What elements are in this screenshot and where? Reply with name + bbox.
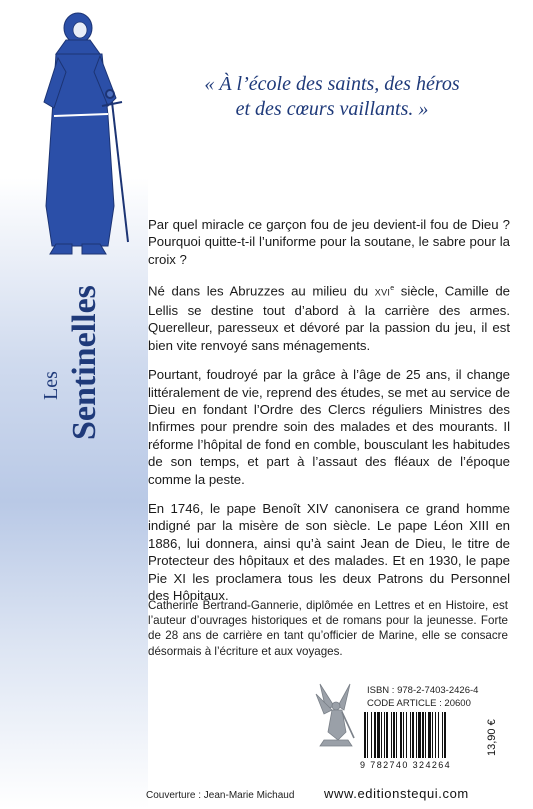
isbn-text: ISBN : 978-2-7403-2426-4 (367, 685, 479, 696)
barcode-digits: 9 782740 324264 (360, 760, 452, 770)
author-bio: Catherine Bertrand-Gannerie, diplômée en Lettres et en Histoire, est l’auteur d’ouvrages historiques et de romans pour la jeunesse. Forte de 28 ans de carrière en tant qu’officier de Marine, elle se consacre désormais à l’écriture et aux voyages. (148, 599, 508, 658)
cover-credit: Couverture : Jean-Marie Michaud (146, 790, 295, 801)
blurb-paragraph-4: En 1746, le pape Benoît XIV canonisera ce grand homme indigné par la misère de son siècle. Le pape Léon XIII en 1886, lui donnera, ainsi qu’à saint Jean de Dieu, le titre de Protecteur des hôpitaux et des malades. Et en 1930, le pape Pie XI les proclamera tous les deux Patrons du Personnel des Hôpitaux. (148, 501, 510, 604)
barcode (362, 712, 478, 758)
code-article-text: CODE ARTICLE : 20600 (367, 698, 471, 709)
epigraph-quote (152, 72, 512, 122)
quote-line-1: « À l’école des saints, des héros (204, 73, 460, 95)
archangel-logo-icon (312, 680, 358, 748)
century-superscript: e (390, 285, 395, 293)
century-numeral: XVI (374, 287, 391, 298)
knight-silhouette-icon (22, 6, 134, 256)
paragraph-2-start: Né dans les Abruzzes au milieu du (148, 283, 375, 299)
isbn-block (367, 684, 478, 710)
quote-line-2: et des cœurs vaillants. » (235, 98, 429, 120)
price: 13,90 € (486, 719, 498, 756)
publisher-website: www.editionstequi.com (324, 786, 469, 801)
series-label-small: Les (40, 371, 62, 400)
paragraph-2-end: siècle, Camille de Lellis se destine tout d’abord à la carrière des armes. Querelleur, paresseux et dévoré par la passion du jeu, il est bien vite renvoyé sans ménagements. (148, 283, 511, 353)
blurb-paragraph-1: Par quel miracle ce garçon fou de jeu devient-il fou de Dieu ? Pourquoi quitte-t-il l’uniforme pour la soutane, le sabre pour la croix ? (148, 217, 510, 267)
back-cover-blurb (148, 216, 510, 617)
series-title (38, 250, 148, 440)
series-label-main: Sentinelles (66, 285, 103, 440)
blurb-paragraph-3: Pourtant, foudroyé par la grâce à l’âge de 25 ans, il change littéralement de vie, reprend des études, se met au service de Dieu en fondant l’Ordre des Clercs réguliers Ministres des Infirmes pour prendre soin des malades et des mourants. Il réforme l’hôpital de fond en comble, bousculant les habitudes de son temps, et part à l’assaut des fléaux de l’époque comme la peste. (148, 367, 510, 487)
blurb-paragraph-2 (148, 280, 510, 354)
